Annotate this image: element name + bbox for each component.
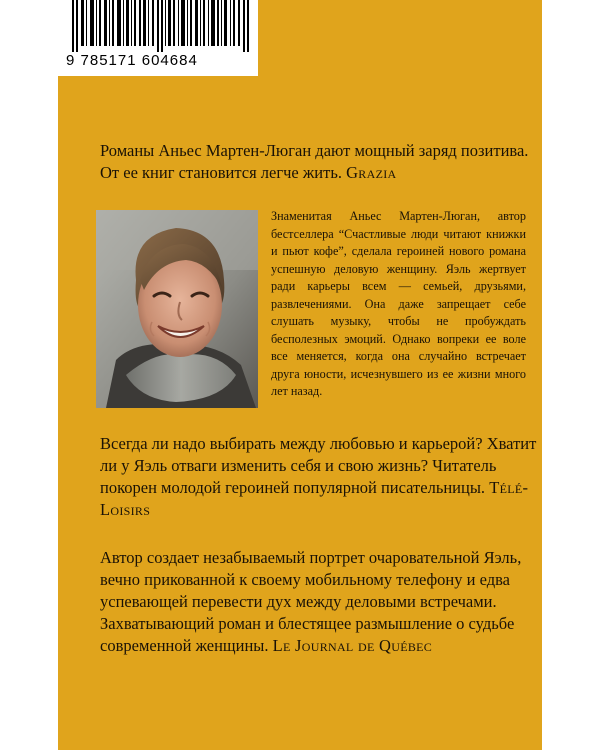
quote-grazia xyxy=(100,140,530,184)
barcode-bars xyxy=(72,0,252,52)
barcode xyxy=(58,0,258,76)
quote-text: Автор создает незабываемый портрет очаровательной Яэль, вечно прикованной к своему мобильному телефону и едва успевающей перевести дух между деловыми встречами. Захватывающий роман и блестящее размышление о судьбе современной женщины. xyxy=(100,548,522,655)
quote-text: Всегда ли надо выбирать между любовью и карьерой? Хватит ли у Яэль отваги изменить себя и свою жизнь? Читатель покорен молодой героиней популярной писательницы. xyxy=(100,434,537,497)
quote-source: Grazia xyxy=(346,163,397,182)
quote-text: Романы Аньес Мартен-Люган дают мощный заряд позитива. От ее книг становится легче жить. xyxy=(100,141,529,182)
author-portrait-icon xyxy=(96,210,258,408)
quote-tele-loisirs xyxy=(100,433,540,521)
quote-source: Le Journal de Québec xyxy=(272,636,433,655)
quote-source: Télé-Loisirs xyxy=(100,478,529,519)
author-photo xyxy=(96,210,258,408)
isbn-number: 9 785171 604684 xyxy=(66,52,198,69)
author-bio: Знаменитая Аньес Мартен-Люган, автор бестселлера “Счастливые люди читают книжки и пьют кофе”, сделала героиней нового романа успешную деловую женщину. Яэль жертвует ради карьеры всем — семьей, друзьями, развлечениями. Она даже запрещает себе слушать музыку, чтобы не пробуждать бесполезных эмоций. Однако вопреки ее воле все меняется, когда она случайно встречает друга юности, исчезнувшего из ее жизни много лет назад. xyxy=(271,209,526,398)
quote-journal-de-quebec xyxy=(100,547,540,657)
back-cover xyxy=(58,0,542,750)
